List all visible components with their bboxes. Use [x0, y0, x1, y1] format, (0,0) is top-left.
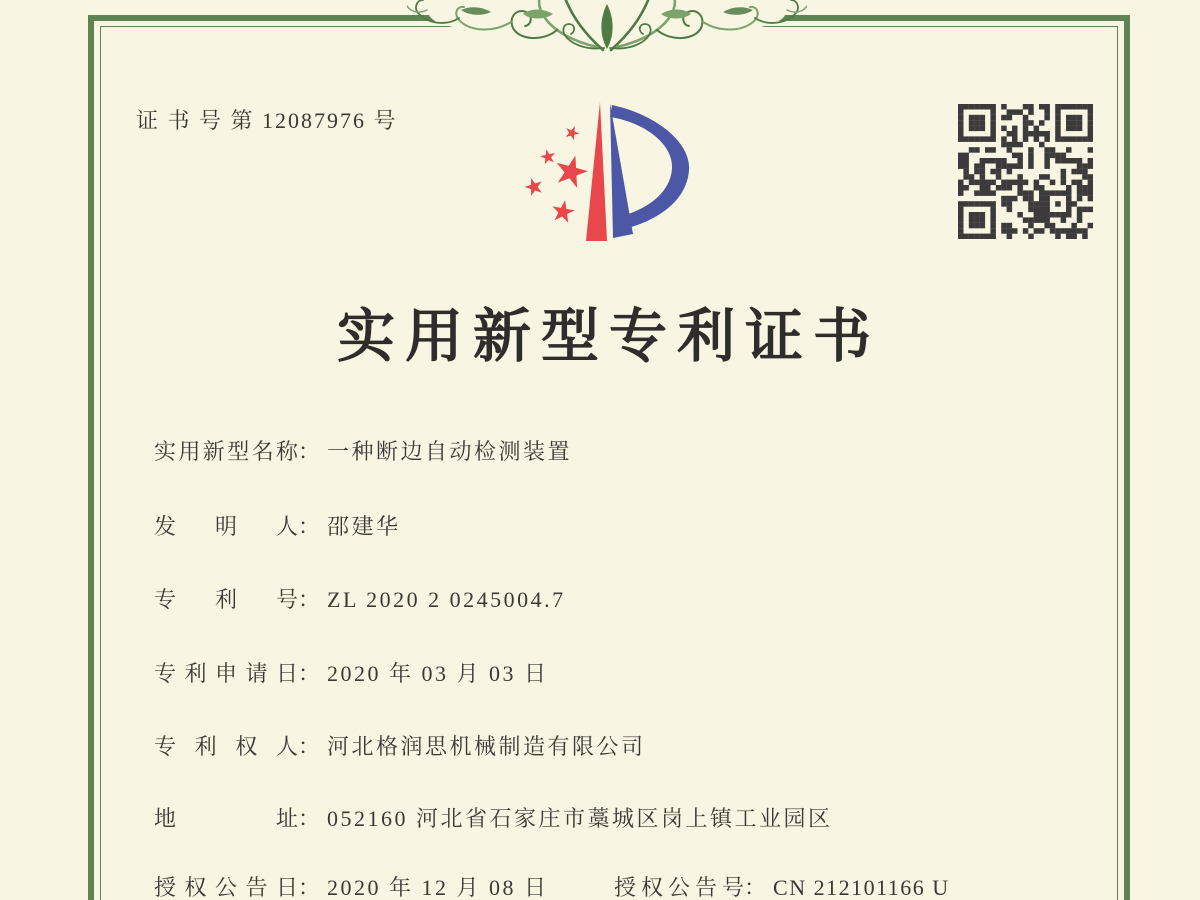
field-label: 地址 — [154, 806, 298, 831]
field-value: 邵建华 — [327, 514, 401, 539]
field-value: 2020 年 12 月 08 日 — [327, 875, 549, 900]
field-label: 专利申请日 — [154, 661, 298, 686]
field-label: 专利权人 — [154, 734, 298, 759]
cnipa-logo — [505, 88, 715, 258]
field-label: 实用新型名称 — [154, 439, 298, 464]
field-row — [154, 802, 1144, 833]
field-value: 052160 河北省石家庄市藁城区岗上镇工业园区 — [327, 806, 833, 831]
certificate-title: 实用新型专利证书 — [336, 304, 881, 369]
field-label: 授权公告号 — [614, 875, 744, 900]
top-flourish-ornament — [407, 0, 807, 52]
certificate-number: 证 书 号 第 12087976 号 — [136, 108, 398, 133]
field-colon: ： — [298, 875, 321, 900]
field-label: 发明人 — [154, 514, 298, 539]
field-colon: ： — [298, 734, 321, 759]
field-row — [154, 871, 1144, 900]
field-row — [154, 510, 1144, 541]
field-label: 授权公告日 — [154, 875, 298, 900]
field-colon: ： — [744, 875, 767, 900]
field-row — [154, 657, 1144, 688]
field-row — [154, 583, 1144, 614]
field-value: 河北格润思机械制造有限公司 — [327, 734, 646, 759]
field-value: CN 212101166 U — [773, 875, 950, 900]
field-colon: ： — [298, 806, 321, 831]
field-row — [154, 730, 1144, 761]
field-value: 一种断边自动检测装置 — [327, 439, 573, 464]
field-value: 2020 年 03 月 03 日 — [327, 661, 549, 686]
field-row — [154, 435, 1144, 466]
field-value: ZL 2020 2 0245004.7 — [327, 587, 566, 612]
logo-red-pillar — [586, 102, 607, 241]
field-group-right — [614, 871, 950, 900]
field-label: 专利号 — [154, 587, 298, 612]
logo-stars-icon — [522, 123, 591, 223]
field-colon: ： — [298, 514, 321, 539]
field-colon: ： — [298, 439, 321, 464]
field-colon: ： — [298, 587, 321, 612]
field-colon: ： — [298, 661, 321, 686]
qr-code — [958, 104, 1093, 239]
